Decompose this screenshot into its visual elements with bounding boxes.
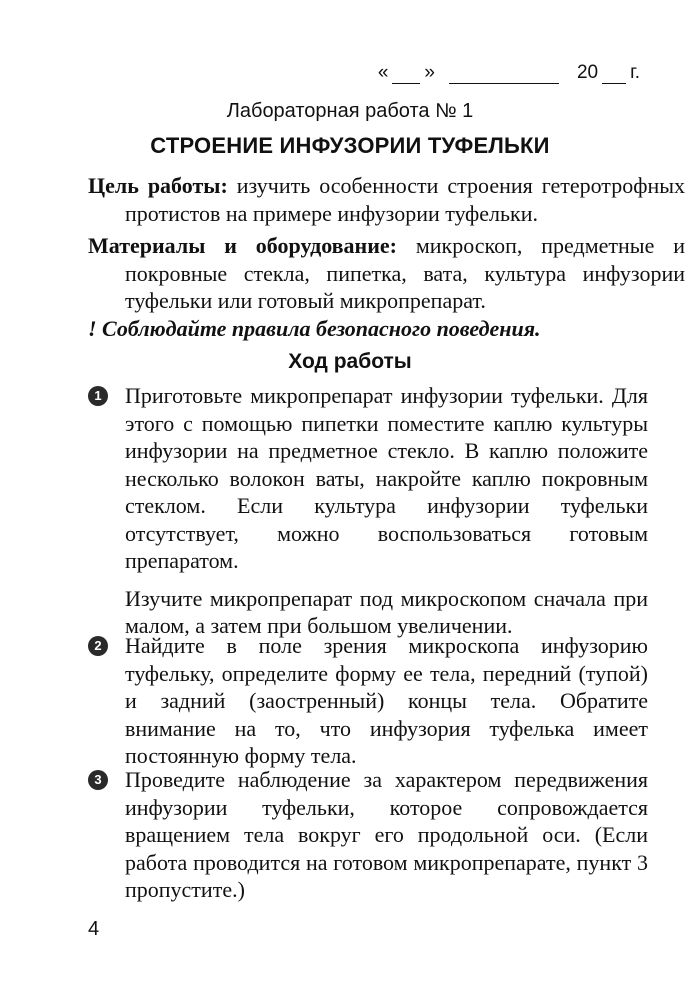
- day-blank[interactable]: [392, 65, 420, 84]
- step-3-number-icon: 3: [88, 770, 108, 790]
- lab-title: СТРОЕНИЕ ИНФУЗОРИИ ТУФЕЛЬКИ: [150, 133, 550, 158]
- safety-warning: ! Соблюдайте правила безопасного поведения.: [88, 316, 541, 341]
- step-3: [88, 766, 648, 904]
- month-blank[interactable]: [449, 65, 559, 84]
- goal-label: Цель работы:: [88, 173, 228, 198]
- year-blank[interactable]: [602, 65, 626, 84]
- materials-text: микроскоп, предметные и покровные стекла, пипетка, вата, культура инфузории туфельки или готовый микропрепарат.: [125, 233, 685, 313]
- step-1-text-continued: Изучите микропрепарат под микроскопом сначала при малом, а затем при большом увеличении.: [125, 585, 648, 638]
- step-3-text: Проведите наблюдение за характером передвижения инфузории туфельки, которое сопровождается вращением тела вокруг его продольной оси. (Если работа проводится на готовом микропрепарате, пункт 3 пропустите.): [125, 767, 648, 902]
- date-line: [378, 62, 640, 84]
- step-1-number-icon: 1: [88, 386, 108, 406]
- quote-close: »: [424, 62, 435, 83]
- step-1-text: Приготовьте микропрепарат инфузории туфельки. Для этого с помощью пипетки поместите каплю культуры инфузории на предметное стекло. В каплю положите несколько волокон ваты, накройте каплю покровным стеклом. Если культура инфузории туфельки отсутствует, можно воспользоваться готовым препаратом.: [125, 383, 648, 573]
- goal-text: изучить особенности строения гетеротрофных протистов на примере инфузории туфельки.: [125, 173, 686, 226]
- page-number: 4: [88, 918, 100, 940]
- materials-label: Материалы и оборудование:: [88, 233, 397, 258]
- step-1: [88, 382, 648, 640]
- lab-number: Лабораторная работа № 1: [226, 100, 474, 122]
- quote-open: «: [377, 62, 389, 83]
- step-2-number-icon: 2: [88, 636, 108, 656]
- step-2: [88, 632, 648, 770]
- goal-paragraph: [88, 172, 685, 227]
- materials-paragraph: [88, 232, 685, 315]
- year-suffix: г.: [630, 62, 640, 83]
- year-prefix: 20: [576, 62, 599, 83]
- procedure-title: Ход работы: [288, 350, 412, 373]
- step-2-text: Найдите в поле зрения микроскопа инфузорию туфельку, определите форму ее тела, передний (тупой) и задний (заостренный) концы тела. Обратите внимание на то, что инфузория туфелька имеет постоянную форму тела.: [125, 633, 648, 768]
